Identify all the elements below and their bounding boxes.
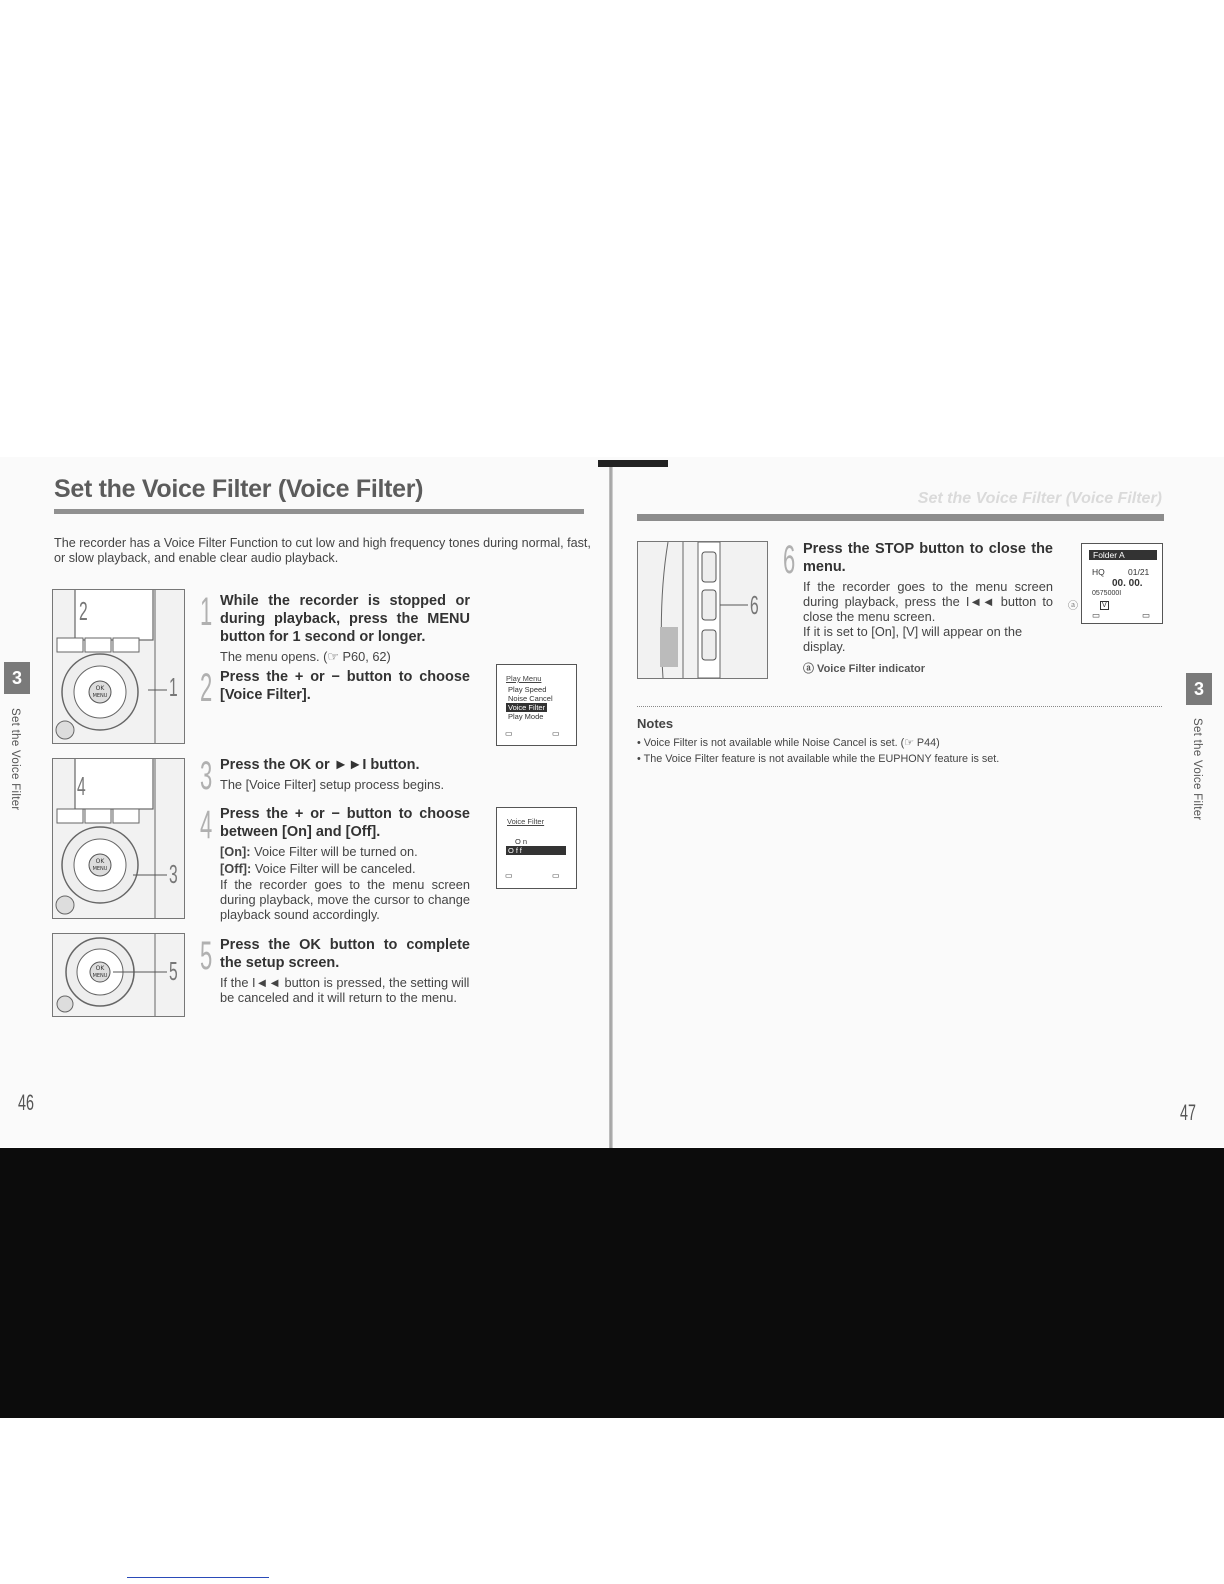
title-rule bbox=[54, 509, 584, 514]
step-heading: While the recorder is stopped or during playback, press the MENU button for 1 second or longer. bbox=[220, 593, 470, 645]
spine-top-shadow bbox=[598, 460, 668, 467]
recorder-figure-step-5 bbox=[52, 933, 185, 1017]
recorder-figure-steps-1-2 bbox=[52, 589, 185, 744]
step-body: The menu opens. (☞ P60, 62) bbox=[220, 649, 391, 664]
indicator-caption: ⓐ Voice Filter indicator bbox=[803, 663, 926, 675]
file-id: 0575000I bbox=[1092, 590, 1122, 597]
step-option-on bbox=[200, 844, 470, 859]
note-item: • The Voice Filter feature is not available while the EUPHONY feature is set. bbox=[637, 751, 999, 767]
figure-callout-4: 4 bbox=[77, 771, 86, 801]
menu-item: Play Mode bbox=[508, 712, 544, 721]
notes-list bbox=[637, 735, 999, 767]
chapter-tab-right: 3 bbox=[1186, 673, 1212, 705]
step-number: 2 bbox=[200, 666, 213, 710]
card-icon: ▭ bbox=[552, 871, 560, 880]
indicator-marker-a: ⓐ bbox=[1068, 601, 1078, 612]
lcd-voice-filter bbox=[496, 807, 577, 889]
battery-icon: ▭ bbox=[505, 729, 513, 738]
page-number-left: 46 bbox=[18, 1090, 34, 1115]
step-body: If the recorder goes to the menu screen during playback, press the I◄◄ button to close the menu screen. bbox=[803, 579, 1053, 624]
step-number: 3 bbox=[200, 754, 213, 798]
menu-item: Noise Cancel bbox=[508, 694, 553, 703]
chapter-label-left: Set the Voice Filter bbox=[9, 708, 21, 811]
recorder-figure-step-6 bbox=[637, 541, 768, 679]
svg-text:MENU: MENU bbox=[92, 693, 108, 699]
step-6 bbox=[783, 540, 1053, 676]
lcd-play-menu bbox=[496, 664, 577, 746]
step-5 bbox=[200, 936, 470, 1005]
intro-text: The recorder has a Voice Filter Function to cut low and high frequency tones during normal, fast, or slow playback, and enable clear audio playback. bbox=[54, 536, 591, 565]
step-heading: Press the OK button to complete the setup screen. bbox=[220, 937, 470, 971]
scan-black-band bbox=[0, 1148, 1224, 1418]
file-count: 01/21 bbox=[1128, 567, 1150, 577]
figure-callout-1: 1 bbox=[169, 672, 178, 702]
battery-icon: ▭ bbox=[1092, 610, 1101, 620]
step-2 bbox=[200, 666, 470, 710]
chapter-tab-left: 3 bbox=[4, 662, 30, 694]
step-3 bbox=[200, 754, 470, 798]
recorder-illustration bbox=[53, 934, 184, 1016]
page-number-right: 47 bbox=[1180, 1100, 1196, 1125]
option-off-selected: Off bbox=[506, 846, 566, 855]
screen-title: Play Menu bbox=[506, 674, 542, 683]
header-rule bbox=[637, 514, 1164, 521]
figure-callout-6: 6 bbox=[750, 590, 759, 620]
notes-heading: Notes bbox=[637, 716, 674, 731]
option-on-label: [On]: bbox=[220, 844, 251, 859]
step-heading: Press the + or − button to choose between [On] and [Off]. bbox=[220, 806, 470, 840]
recorder-illustration bbox=[53, 590, 184, 743]
book-spine bbox=[609, 460, 613, 1150]
svg-text:OK: OK bbox=[95, 858, 105, 865]
screen-title: Voice Filter bbox=[507, 817, 545, 826]
svg-text:OK: OK bbox=[95, 685, 105, 692]
recorder-side-illustration bbox=[638, 542, 767, 678]
step-number: 1 bbox=[200, 590, 213, 634]
recorder-illustration bbox=[53, 759, 184, 918]
folder-label: Folder A bbox=[1089, 550, 1157, 560]
figure-callout-3: 3 bbox=[169, 859, 178, 889]
step-number: 6 bbox=[783, 538, 796, 582]
step-number: 5 bbox=[200, 934, 213, 978]
menu-item-selected: Voice Filter bbox=[508, 703, 546, 712]
option-on-text: Voice Filter will be turned on. bbox=[250, 844, 418, 859]
step-option-off bbox=[200, 861, 470, 876]
step-heading: Press the STOP button to close the menu. bbox=[803, 541, 1053, 575]
svg-text:MENU: MENU bbox=[92, 866, 108, 872]
step-body-2: If it is set to [On], [V] will appear on the display. bbox=[803, 624, 1023, 654]
step-body: The [Voice Filter] setup process begins. bbox=[220, 777, 445, 792]
notes-divider bbox=[637, 706, 1162, 707]
figure-callout-2: 2 bbox=[79, 596, 88, 626]
note-item: • Voice Filter is not available while Noise Cancel is set. (☞ P44) bbox=[637, 735, 999, 751]
step-4 bbox=[200, 805, 470, 922]
step-number: 4 bbox=[200, 803, 213, 847]
lcd-playback-display bbox=[1081, 543, 1163, 624]
recorder-figure-steps-3-4 bbox=[52, 758, 185, 919]
step-1 bbox=[200, 592, 470, 664]
card-icon: ▭ bbox=[1142, 610, 1151, 620]
option-off-text: Voice Filter will be canceled. bbox=[251, 861, 416, 876]
step-body: If the recorder goes to the menu screen during playback, move the cursor to change playback sound accordingly. bbox=[220, 877, 470, 922]
option-off-label: [Off]: bbox=[220, 861, 252, 876]
running-header: Set the Voice Filter (Voice Filter) bbox=[917, 490, 1162, 507]
card-icon: ▭ bbox=[552, 729, 560, 738]
figure-callout-5: 5 bbox=[169, 956, 178, 986]
step-heading: Press the OK or ►►I button. bbox=[220, 757, 420, 773]
elapsed-time: 00. 00. bbox=[1112, 578, 1143, 589]
voice-filter-indicator-icon: V bbox=[1102, 602, 1107, 609]
menu-item: Play Speed bbox=[508, 685, 547, 694]
step-body: If the I◄◄ button is pressed, the setting will be canceled and it will return to the menu. bbox=[220, 975, 470, 1005]
svg-text:MENU: MENU bbox=[92, 973, 108, 979]
chapter-label-right: Set the Voice Filter bbox=[1191, 718, 1203, 821]
option-on: On bbox=[515, 837, 530, 846]
bottom-underline bbox=[127, 1577, 269, 1578]
svg-text:OK: OK bbox=[95, 965, 105, 972]
page-title: Set the Voice Filter (Voice Filter) bbox=[54, 475, 424, 503]
record-mode: HQ bbox=[1092, 567, 1105, 577]
battery-icon: ▭ bbox=[505, 871, 513, 880]
step-heading: Press the + or − button to choose [Voice Filter]. bbox=[220, 669, 470, 703]
